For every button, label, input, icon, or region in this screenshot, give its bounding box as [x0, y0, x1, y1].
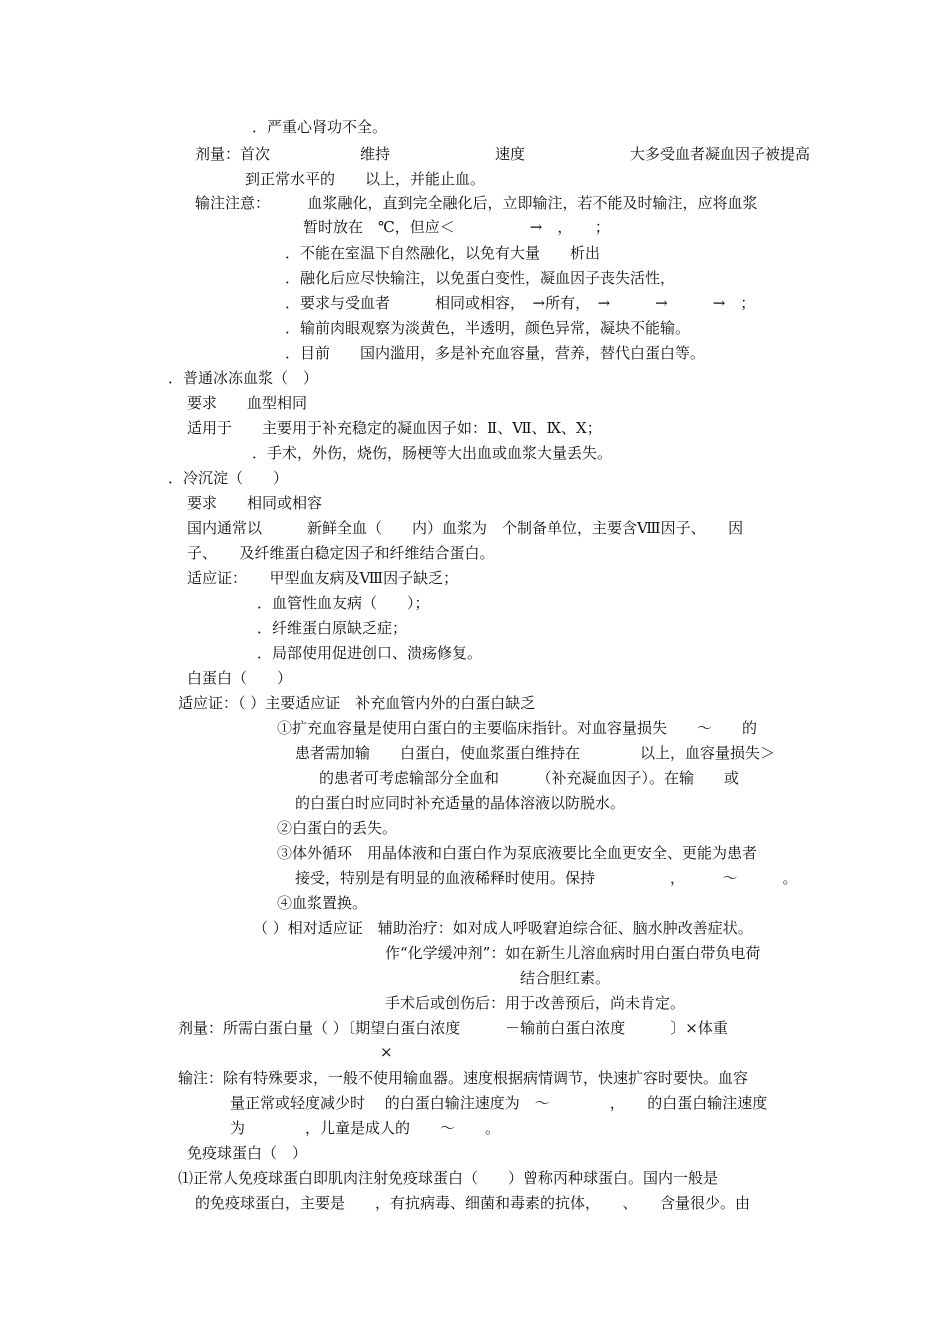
text-line: 适用于 主要用于补充稳定的凝血因子如：Ⅱ、Ⅶ、Ⅸ、Ⅹ； — [187, 419, 602, 437]
text-line: 适应证：（ ）主要适应证 补充血管内外的白蛋白缺乏 — [178, 694, 536, 712]
text-line: ．要求与受血者 相同或相容， →所有， → → → ； — [285, 294, 756, 312]
text-line: 到正常水平的 以上，并能止血。 — [245, 170, 486, 188]
text-line: 适应证： 甲型血友病及Ⅷ因子缺乏； — [187, 569, 459, 587]
text-line: 作“化学缓冲剂”：如在新生儿溶血病时用白蛋白带负电荷 — [385, 944, 761, 962]
text-line: 的白蛋白时应同时补充适量的晶体溶液以防脱水。 — [295, 794, 626, 812]
text-line: ．严重心肾功不全。 — [252, 118, 388, 136]
section-heading: ．冷沉淀（ ） — [168, 469, 289, 487]
text-line: 要求 血型相同 — [187, 394, 308, 412]
text-line: ．手术，外伤，烧伤，肠梗等大出血或血浆大量丢失。 — [252, 444, 613, 462]
text-line: ．纤维蛋白原缺乏症； — [257, 619, 408, 637]
text-line: 结合胆红素。 — [520, 969, 611, 987]
text-line: ③体外循环 用晶体液和白蛋白作为泵底液要比全血更安全、更能为患者 — [277, 844, 758, 862]
text-line: 剂量：首次 维持 速度 大多受血者凝血因子被提高 — [195, 145, 811, 163]
text-line: ．不能在室温下自然融化，以免有大量 析出 — [285, 244, 601, 262]
text-line: 输注：除有特殊要求，一般不使用输血器。速度根据病情调节，快速扩容时要快。血容 — [178, 1069, 749, 1087]
text-line: 剂量：所需白蛋白量（ ）〔期望白蛋白浓度 －输前白蛋白浓度 〕×体重 — [178, 1019, 728, 1037]
text-line: 暂时放在 ℃，但应＜ → ， ； — [303, 218, 610, 236]
text-line: ．局部使用促进创口、溃疡修复。 — [257, 644, 483, 662]
text-line: ②白蛋白的丢失。 — [277, 819, 398, 837]
text-line: ⑴正常人免疫球蛋白即肌肉注射免疫球蛋白（ ）曾称丙种球蛋白。国内一般是 — [178, 1169, 719, 1187]
text-line: 要求 相同或相容 — [187, 494, 323, 512]
text-line: ．目前 国内滥用，多是补充血容量，营养，替代白蛋白等。 — [285, 344, 706, 362]
text-line: （ ）相对适应证 辅助治疗：如对成人呼吸窘迫综合征、脑水肿改善症状。 — [253, 919, 753, 937]
text-line: ④血浆置换。 — [277, 894, 368, 912]
text-line: 量正常或轻度减少时 的白蛋白输注速度为 ～ ， 的白蛋白输注速度 — [230, 1094, 768, 1112]
text-line: ．血管性血友病（ ）； — [257, 594, 430, 612]
text-line: 接受，特别是有明显的血液稀释时使用。保持 ， ～ 。 — [295, 869, 798, 887]
text-line: ．融化后应尽快输注，以免蛋白变性，凝血因子丧失活性， — [285, 269, 676, 287]
text-line: 手术后或创伤后：用于改善预后，尚未肯定。 — [385, 994, 686, 1012]
text-line: 子、 及纤维蛋白稳定因子和纤维结合蛋白。 — [187, 544, 495, 562]
section-heading: 白蛋白（ ） — [187, 669, 293, 687]
section-heading: 免疫球蛋白（ ） — [187, 1144, 308, 1162]
section-heading: ．普通冰冻血浆（ ） — [168, 369, 319, 387]
text-line: ①扩充血容量是使用白蛋白的主要临床指针。对血容量损失 ～ 的 — [277, 719, 758, 737]
text-line: 为 ，儿童是成人的 ～ 。 — [230, 1119, 501, 1137]
text-line: 患者需加输 白蛋白，使血浆蛋白维持在 以上，血容量损失＞ — [295, 744, 776, 762]
text-line: 的免疫球蛋白，主要是 ，有抗病毒、细菌和毒素的抗体， 、 含量很少。由 — [195, 1194, 751, 1212]
text-line: 国内通常以 新鲜全血（ 内）血浆为 个制备单位，主要含Ⅷ因子、 因 — [187, 519, 744, 537]
text-line: ．输前肉眼观察为淡黄色，半透明，颜色异常，凝块不能输。 — [285, 319, 691, 337]
text-line: 输注注意： 血浆融化，直到完全融化后，立即输注，若不能及时输注，应将血浆 — [195, 194, 758, 212]
text-line: × — [380, 1043, 393, 1061]
text-line: 的患者可考虑输部分全血和 （补充凝血因子）。在输 或 — [319, 769, 740, 787]
